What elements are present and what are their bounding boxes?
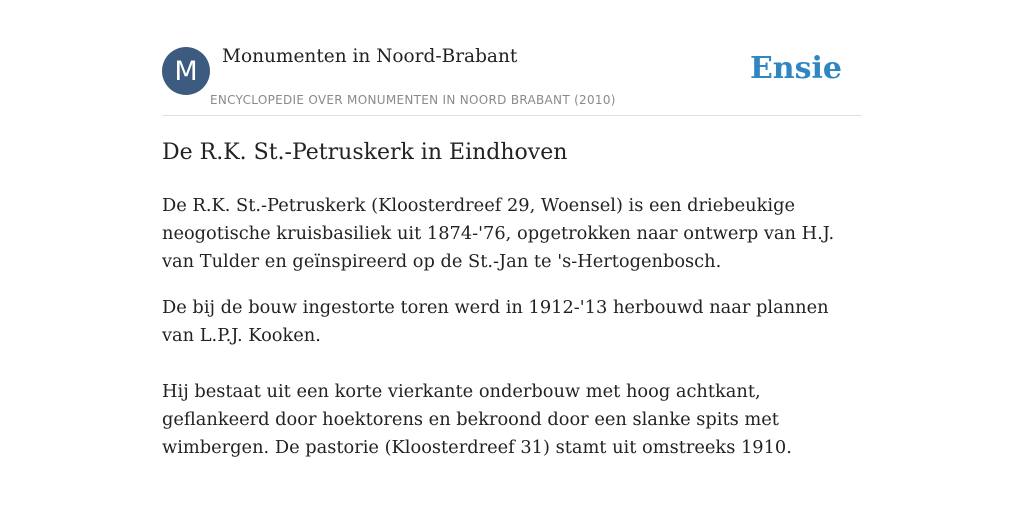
article-title: De R.K. St.-Petruskerk in Eindhoven bbox=[162, 140, 568, 165]
ensie-logo-link[interactable]: Ensie bbox=[749, 51, 842, 86]
article-paragraph: De bij de bouw ingestorte toren werd in 1912-'13 herbouwd naar plannen van L.P.J. Kooken. bbox=[162, 297, 829, 346]
article-paragraph: De R.K. St.-Petruskerk (Kloosterdreef 29, Woensel) is een driebeukige neogotische kruisbasiliek uit 1874-'76, opgetrokken naar ontwerp van H.J. van Tulder en geïnspireerd op de St.-Jan te 's-Hertogenbosch. bbox=[162, 195, 835, 272]
header-divider bbox=[162, 115, 862, 116]
article-paragraph: Hij bestaat uit een korte vierkante onderbouw met hoog achtkant, geflankeerd door hoektorens en bekroond door een slanke spits met wimbergen. De pastorie (Kloosterdreef 31) stamt uit omstreeks 1910. bbox=[162, 381, 792, 458]
publisher-subtitle: ENCYCLOPEDIE OVER MONUMENTEN IN NOORD BRABANT (2010) bbox=[210, 93, 616, 107]
avatar-letter: M bbox=[174, 55, 198, 87]
article-body bbox=[162, 192, 862, 462]
publisher-avatar[interactable] bbox=[162, 47, 210, 95]
publisher-title-link[interactable]: Monumenten in Noord-Brabant bbox=[222, 46, 518, 67]
